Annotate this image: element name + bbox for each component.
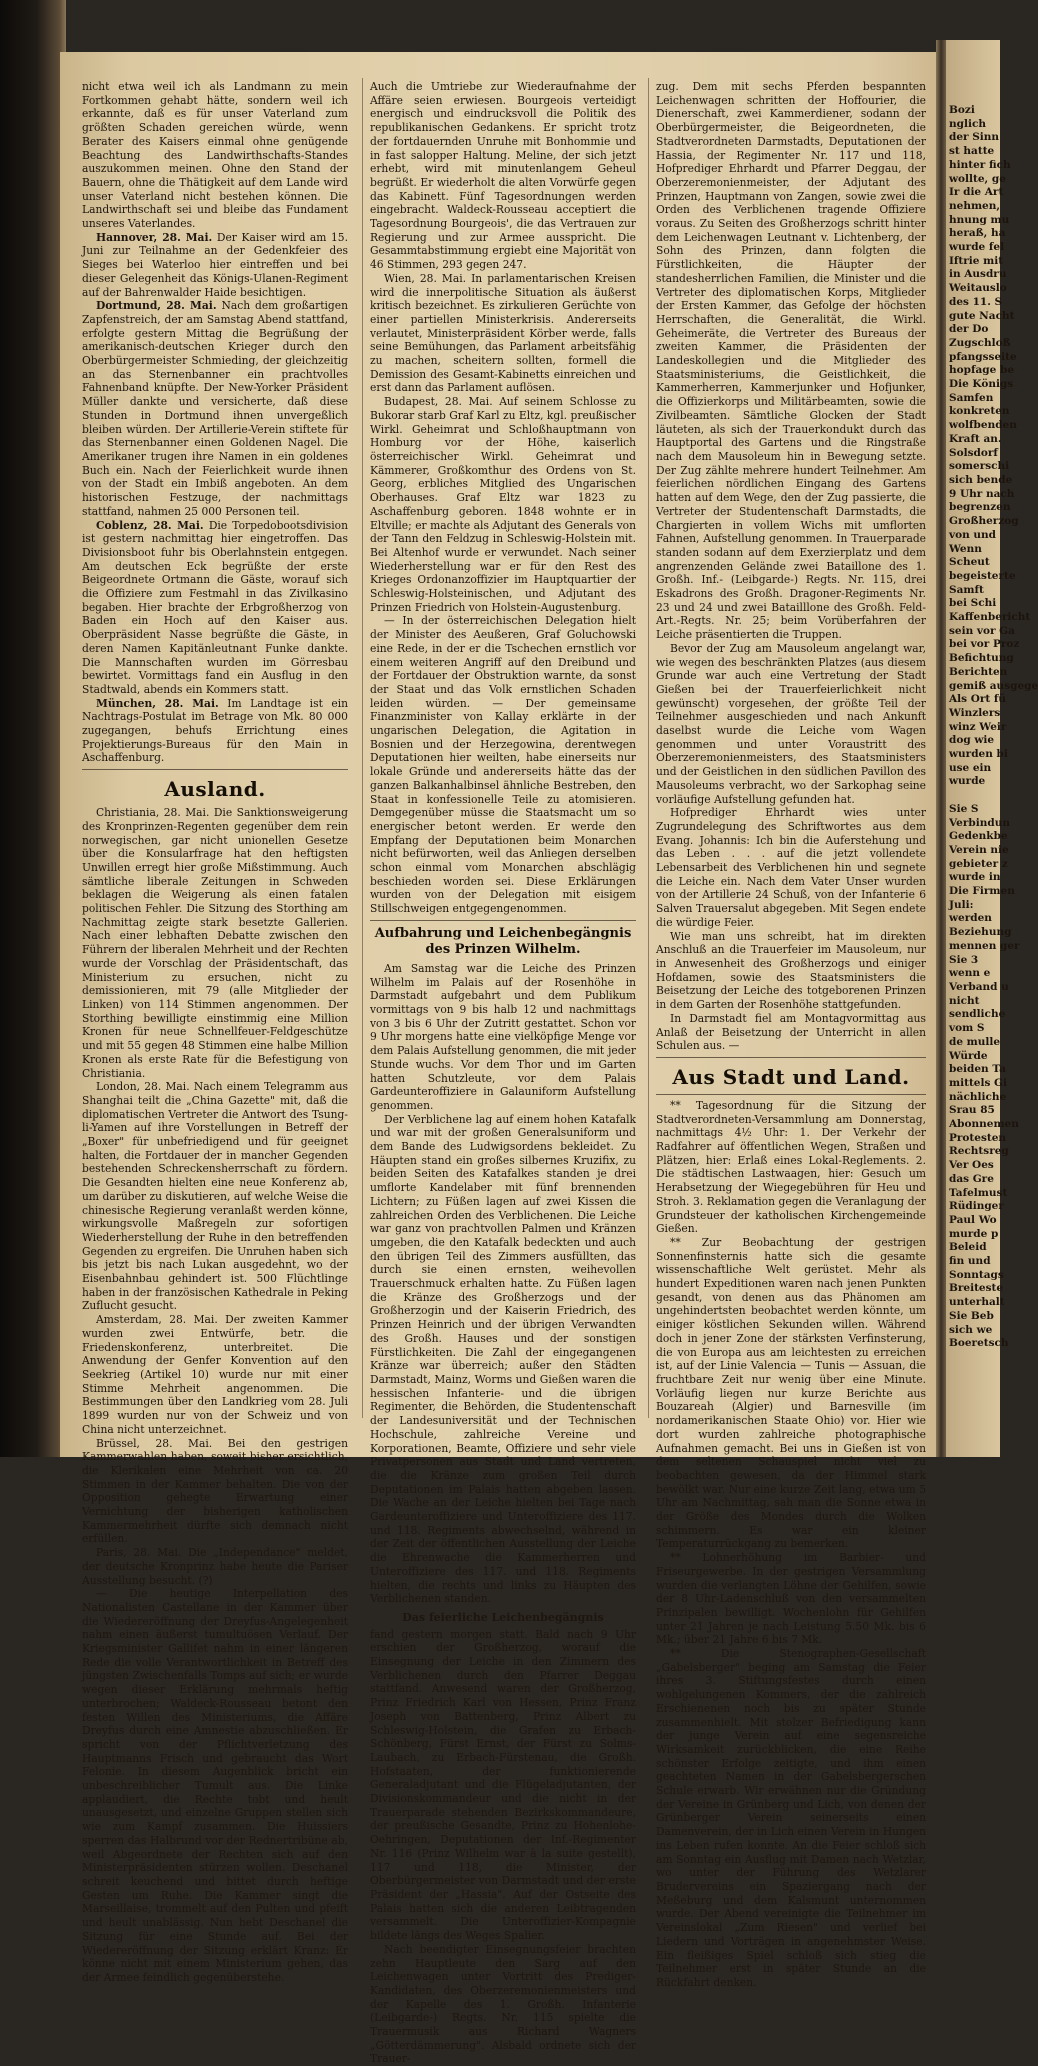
article-paragraph: — Die heutige Interpellation des Nationalisten Castellane in der Kammer über die Wiedereröffnung der Dreyfus-Angelegenheit nahm einen äußerst tumultuösen Verlauf. Der Kriegsminister Gallifet nahm in einer längeren Rede die volle Verantwortlichkeit in Betreff des jüngsten Zwischenfalls Tomps auf sich; er wurde wegen dieser Erklärung mehrmals heftig unterbrochen; Waldeck-Rousseau betont den festen Willen des Ministeriums, die Affäre Dreyfus durch eine Amnestie abzuschließen. Er spricht von der Pflichtverletzung des Hauptmanns Frisch und gebraucht das Wort Felonie. In diesem Augenblick bricht ein unbeschreiblicher Tumult aus. Die Linke applaudiert, die Rechte tobt und heult unausgesetzt, und einzelne Gruppen stellen sich wie zum Kampf zusammen. Die Huissiers sperren das Halbrund vor der Rednertribüne ab, weil Abgeordnete der Rechten sich auf den Ministerpräsidenten stürzen wollen. Deschanel schreit keuchend und bittet durch heftige Gesten um Ruhe. Die Kammer singt die Marseillaise, trommelt auf den Pulten und pfeift und heult unablässig. Nun hebt Deschanel die Sitzung für eine Stunde auf. Bei der Wiedereröffnung der Sitzung erklärt Kranz: Er könne nicht mit einem Ministerium gehen, das der Armee feindlich gegenüberstehe.: [82, 1587, 348, 1984]
article-paragraph: fand gestern morgen statt. Bald nach 9 Uhr erschien der Großherzog, worauf die Einsegnung der Leiche in den Zimmern des Verblichenen durch den Pfarrer Deggau stattfand. Anwesend waren der Großherzog, Prinz Friedrich Karl von Hessen, Prinz Franz Joseph von Battenberg, Prinz Albert zu Schleswig-Holstein, die Grafen zu Erbach-Schönberg, Fürst Ernst, der Fürst zu Solms-Laubach, zu Erbach-Fürstenau, die Großh. Hofstaaten, der funktionierende Generaladjutant und die Flügeladjutanten, der Divisionskommandeur und die nicht in der Trauerparade stehenden Bezirkskommandeure, der preußische Gesandte, Prinz zu Hohenlohe-Oehringen, Deputationen der Inf.-Regimenter Nr. 116 (Prinz Wilhelm war à la suite gestellt), 117 und 118, die Minister, der Oberbürgermeister von Darmstadt und der erste Präsident der „Hassia". Auf der Ostseite des Palais hatten sich die anderen Leibtragenden versammelt. Die Unteroffizier-Kompagnie bildete längs des Weges Spalier.: [370, 1627, 636, 1943]
article-paragraph: Am Samstag war die Leiche des Prinzen Wilhelm im Palais auf der Rosenhöhe in Darmstadt aufgebahrt und dem Publikum vormittags von 9 bis halb 12 und nachmittags von 3 bis 6 Uhr der Zutritt gestattet. Schon vor 9 Uhr morgens hatte eine vielköpfige Menge vor dem Palais Aufstellung genommen, die mit jeder Stunde wuchs. Vor dem Thor und im Garten hatten Schutzleute, vor dem Palais Gardeunteroffiziere in Galauniform Aufstellung genommen.: [370, 961, 636, 1112]
column-rule: [362, 78, 363, 1418]
section-rule: [82, 769, 348, 770]
article-text: Nach dem großartigen Zapfenstreich, der am Samstag Abend stattfand, erfolgte gestern Mittag die Begrüßung der amerikanisch-deutschen Krieger durch den Oberbürgermeister Schmieding, der gleichzeitig an das Sternenbanner ein prachtvolles Fahnenband knüpfte. Der New-Yorker Präsident Müller dankte und versicherte, daß diese Stunden in Dortmund ihnen unvergeßlich bleiben würden. Der Artillerie-Verein stiftete für das Sternenbanner einen Goldenen Nagel. Die Amerikaner trugen ihre Namen in ein goldenes Buch ein. Nach der Feierlichkeit wurde ihnen von der Stadt ein Imbiß angeboten. An dem historischen Festzuge, der nachmittags stattfand, nahmen 25 000 Personen teil.: [82, 299, 348, 518]
article-paragraph: Wien, 28. Mai. In parlamentarischen Kreisen wird die innerpolitische Situation als äußerst kritisch bezeichnet. Es zirkulieren Gerüchte von einer partiellen Ministerkrisis. Andererseits verlautet, Ministerpräsident Körber werde, falls seine Bemühungen, das Parlament arbeitsfähig zu machen, scheitern sollten, formell die Demission des Gesamt-Kabinetts einreichen und erst dann das Parlament auflösen.: [370, 271, 636, 395]
section-rule: [370, 920, 636, 921]
section-rule: [656, 1094, 926, 1095]
article-paragraph: In Darmstadt fiel am Montagvormittag aus Anlaß der Beisetzung der Unterricht in allen Schulen aus. —: [656, 1011, 926, 1053]
news-item: ** Zur Beobachtung der gestrigen Sonnenfinsternis hatte sich die gesamte wissenschaftliche Welt gerüstet. Mehr als hundert Expeditionen waren nach jenen Punkten gesandt, von denen aus das Phänomen am ungehindertsten beobachtet werden könnte, um einiger köstlichen Sekunden willen. Während doch in jener Zone der stärksten Verfinsterung, die von Europa aus am leichtesten zu erreichen ist, auf der Linie Valencia — Tunis — Assuan, die fruchtbare Zeit nur wenig über eine Minute. Vorläufig liegen nur kurze Berichte aus Bouzareah (Algier) und Barnesville (im nordamerikanischen Staate Ohio) vor. Hier wie dort wurden zahlreiche photographische Aufnahmen gemacht. Bei uns in Gießen ist von dem seltenen Schauspiel nicht viel zu beobachten gewesen, da der Himmel stark bewölkt war. Nur eine kurze Zeit lang, etwa um 5 Uhr am Nachmittag, sah man die Sonne etwa in der Größe des Mondes durch die Wolken schimmern. Es war ein kleiner Temperaturrückgang zu bemerken.: [656, 1235, 926, 1551]
article-heading: Aufbahrung und Leichenbegängnis des Prinzen Wilhelm.: [374, 925, 632, 957]
book-gutter-shadow: [0, 0, 66, 1457]
news-item: ** Tagesordnung für die Sitzung der Stadtverordneten-Versammlung am Donnerstag, nachmittags 4½ Uhr: 1. Der Verkehr der Radfahrer auf öffentlichen Wegen, Straßen und Plätzen, hier: Erlaß eines Lokal-Reglements. 2. Die städtischen Lastwaagen, hier: Gesuch um Herabsetzung der Wiegegebühren für Heu und Stroh. 3. Reklamation gegen die Veranlagung der Grundsteuer der katholischen Kirchengemeinde Gießen.: [656, 1098, 926, 1236]
dateline: Coblenz, 28. Mai.: [96, 518, 204, 532]
article-text: Im Landtage ist ein Nachtrags-Postulat im Betrage von Mk. 80 000 zugegangen, behufs Errichtung eines Projektierungs-Bureaus für den Main in Aschaffenburg.: [82, 696, 348, 765]
column-2: [370, 80, 636, 2066]
news-item: ** Lohnerhöhung im Barbier- und Friseurgewerbe. In der gestrigen Versammlung wurden die verlangten Löhne der Gehilfen, sowie der 8 Uhr-Ladenschluß von den versammelten Prinzipalen bewilligt. Wochenlohn für Gehilfen unter 21 Jahren je nach Leistung 5.50 Mk. bis 6 Mk.; über 21 Jahre 6 bis 7 Mk.: [656, 1551, 926, 1647]
article-paragraph: nicht etwa weil ich als Landmann zu mein Fortkommen gehabt hätte, sondern weil ich erkannte, daß es für unser Vaterland zum größten Schaden gereichen würde, wenn Berater des Kaisers einmal ohne genügende Beachtung des Landwirthschafts-Standes auszukommen meinen. Ohne den Stand der Bauern, ohne die Thätigkeit auf dem Lande wird unser Vaterland nicht bestehen können. Die Landwirthschaft sei und bleibe das Fundament unseres Vaterlandes.: [82, 80, 348, 231]
article-paragraph: Wie man uns schreibt, hat im direkten Anschluß an die Trauerfeier im Mausoleum, nur in Anwesenheit des Großherzogs und einiger Hofdamen, sowie des Staatsministers die Beisetzung der Leiche des totgeborenen Prinzen in dem Garten der Rosenhöhe stattgefunden.: [656, 929, 926, 1012]
adjacent-page-text: Bozi nglich der Sinn st hatte hinter fich wollte, ge Ir die Art nehmen, hnung mu heraß, ha wurde fel Iftrie mit in Ausdru Weitauslo des 11. S gute Nacht der Do Zugschloß pfangsseite hopfage be Die Königs Samfen konkreten wolfbenden Kraft an. Solsdorf somerschi sich bende 9 Uhr nach begrenzen Großherzog von und Wenn Scheut begeisterte Samft bei Schi Kaffenbericht sein vor Ga bei vor Proz Befichtung Berichten gemiß ausgege Als Ort fü Winzlers winz Weir dog wie wurden bi use ein wurde Sie S Verbindun Gedenkbe Verein nie gebieter z wurde in Die Firmen Juli: werden Beziehung mennen ger Sie 3 wenn e Verband u nicht sendliche vom S de mulle Würde beiden Ta mittels Gi nächliche Srau 85 Abonnemen Protesten Rechtsreg Ver Oes das Gre Tafelmust Rüdinger Paul Wo murde p Beleid fin und Sonntags Breiteste unterhalt Sie Beb sich we Boeretsch: [949, 104, 1038, 1350]
page-fold: [936, 40, 946, 1457]
article-paragraph: London, 28. Mai. Nach einem Telegramm aus Shanghai teilt die „China Gazette" mit, daß die diplomatischen Vertreter die Antwort des Tsung-li-Yamen auf ihre Vorstellungen in Betreff der „Boxer" für unbefriedigend und für geeignet halten, die Fortdauer der in mancher Gegenden bestehenden Schreckensherrschaft zu fördern. Die Gesandten hielten eine neue Konferenz ab, um darüber zu diskutieren, auf welche Weise die chinesische Regierung veranlaßt werden könne, wirkungsvolle Maßregeln zur sofortigen Wiederherstellung der Ruhe in den betreffenden Gegenden zu ergreifen. Die Unruhen haben sich bis jetzt bis nach Lukan ausgedehnt, wo der Eisenbahnbau gehindert ist. 500 Flüchtlinge haben in der französischen Kathedrale in Peking Zuflucht gesucht.: [82, 1080, 348, 1313]
article-text: Die Torpedobootsdivision ist gestern nachmittag hier eingetroffen. Das Divisionsboot fuhr bis Oberlahnstein entgegen. Am deutschen Eck begrüßte der erste Beigeordnete Ortmann die Gäste, worauf sich die Offiziere zum Festmahl in das Zivilkasino begaben. Hier brachte der Erbgroßherzog von Baden ein Hoch auf den Kaiser aus. Oberpräsident Nasse begrüßte die Gäste, in deren Namen Kapitänleutnant Funke dankte. Die Mannschaften wurden im Görresbau bewirtet. Vormittags fand ein Ausflug in den Stadtwald, abends ein Kommers statt.: [82, 518, 348, 696]
column-rule: [648, 78, 649, 1418]
section-rule: [656, 1057, 926, 1058]
adjacent-page-edge: [946, 40, 1038, 1457]
dateline: München, 28. Mai.: [96, 696, 219, 710]
article-paragraph: Nach beendigter Einsegnungsfeier brachten zehn Hauptleute den Sarg auf den Leichenwagen unter Vortritt des Prediger-Kandidaten, des Oberzeremonienmeisters und der Kapelle des 1. Großh. Infanterie (Leibgarde-) Regts. Nr. 115 spielte die Trauermusik aus Richard Wagners „Götterdämmerung". Alsbald ordnete sich der Trauer-: [370, 1942, 636, 2066]
article-paragraph: Bevor der Zug am Mausoleum angelangt war, wie wegen des beschränkten Platzes (aus diesem Grunde war auch eine Vertretung der Stadt Gießen bei der Trauerfeierlichkeit nicht gewünscht) vorgesehen, der größte Teil der Teilnehmer ausgeschieden und nach Ankunft daselbst wurde die Leiche vom Wagen genommen und unter Voraustritt des Oberzeremonienmeisters, des Staatsministers und der Geistlichen in den südlichen Pavillon des Mausoleums verbracht, wo der Sarkophag seine vorläufige Aufstellung gefunden hat.: [656, 641, 926, 806]
article-paragraph: Christiania, 28. Mai. Die Sanktionsweigerung des Kronprinzen-Regenten gegenüber dem rein norwegischen, gar nicht unionellen Gesetze über die Konsularfrage hat den heftigsten Unwillen erregt hier große Mißstimmung. Auch sämtliche liberale Zeitungen in Schweden beklagen die Weigerung als einen fatalen politischen Fehler. Die Sitzung des Storthing am Nachmittag zeigte stark besetzte Gallerien. Nach einer lebhaften Debatte zwischen den Führern der liberalen Mehrheit und der Rechten wurde der Vorschlag der Präsidentschaft, das Ministerium zu ersuchen, nicht zu demissionieren, mit 79 (alle Mitglieder der Linken) von 114 Stimmen angenommen. Der Storthing bewilligte einstimmig eine Million Kronen für neue Schnellfeuer-Feldgeschütze und mit 55 gegen 48 Stimmen eine halbe Million Kronen als erste Rate für die Befestigung von Christiania.: [82, 806, 348, 1080]
article-paragraph: — In der österreichischen Delegation hielt der Minister des Aeußeren, Graf Goluchowski eine Rede, in der er die Tschechen ernstlich vor einem weiteren Angriff auf den Dreibund und der Fortdauer der Obstruktion warnte, da sonst der Staat und das Volk ernstlichen Schaden leiden würden. — Der gemeinsame Finanzminister von Kallay erklärte in der ungarischen Delegation, die Agitation in Bosnien und der Herzegowina, derentwegen Deputationen hier weilten, habe einerseits nur lokale Gründe und andererseits hätte das der ganzen Balkanhalbinsel ähnliche Bestreben, den Staat in konfessionelle Teile zu atomisieren. Demgegenüber müsse die Staatsmacht um so energischer betont werden. Er werde den Empfang der Deputationen beim Monarchen nicht befürworten, weil das Anliegen derselben schon einmal vom Monarchen abschlägig beschieden worden sei. Diese Erklärungen wurden von der Delegation mit eisigem Stillschweigen entgegengenommen.: [370, 614, 636, 916]
article-paragraph: Auch die Umtriebe zur Wiederaufnahme der Affäre seien erwiesen. Bourgeois verteidigt energisch und eindrucksvoll die Politik des republikanischen Gedankens. Er spricht trotz der fortdauernden Unruhe mit Bonhommie und in fast salopper Haltung. Meline, der sich jetzt erhebt, wird mit minutenlangem Geheul begrüßt. Er wiederholt die alten Vorwürfe gegen das Kabinett. Fünf Tagesordnungen werden eingebracht. Waldeck-Rousseau acceptiert die Tagesordnung Bourgeois', die das Vertrauen zur Regierung und zur Armee ausspricht. Die Gesammtabstimmung ergiebt eine Majorität von 46 Stimmen, 293 gegen 247.: [370, 80, 636, 272]
section-heading-ausland: Ausland.: [164, 777, 266, 802]
column-1: [82, 80, 348, 1985]
article-paragraph: Budapest, 28. Mai. Auf seinem Schlosse zu Bukorar starb Graf Karl zu Eltz, kgl. preußischer Wirkl. Geheimrat und Schloßhauptmann von Homburg vor der Höhe, kaiserlich österreichischer Wirkl. Geheimrat und Kämmerer, Großkomthur des Ordens von St. Georg, erbliches Mitglied des Ungarischen Oberhauses. Graf Eltz war 1823 zu Aschaffenburg geboren. 1848 wohnte er in Eltville; er machte als Adjutant des Generals von der Tann den Feldzug in Schleswig-Holstein mit. Bei Altenhof wurde er verwundet. Nach seiner Wiederherstellung war er für den Rest des Krieges Ordonanzoffizier im Hauptquartier der Schleswig-Holsteinischen, und Adjutant des Prinzen Friedrich von Holstein-Augustenburg.: [370, 395, 636, 614]
article-paragraph: zug. Dem mit sechs Pferden bespannten Leichenwagen schritten der Hoffourier, die Dienerschaft, zwei Kammerdiener, sodann der Oberbürgermeister, die Beigeordneten, die Stadtverordneten Darmstadts, Deputationen der Hassia, der Regimenter Nr. 117 und 118, Hofprediger Ehrhardt und Pfarrer Deggau, der Oberzeremonienmeister, der Adjutant des Prinzen, Hauptmann von Zangen, sowie zwei die Orden des Verblichenen tragende Offiziere voraus. Zu Seiten des Großherzogs schritt hinter dem Leichenwagen Leutnant v. Lichtenberg, der Sohn des Prinzen, dann folgten die Fürstlichkeiten, die Häupter der standesherrlichen Familien, die Minister und die Vertreter des diplomatischen Korps, Mitglieder der Ersten Kammer, das Gefolge der höchsten Herrschaften, die Generalität, die Wirkl. Geheimeräte, die Vertreter des Bureaus der zweiten Kammer, die Präsidenten der Landeskollegien und die Mitglieder des Staatsministeriums, die Geistlichkeit, die Kammerherren, Kammerjunker und Hofjunker, die Offizierkorps und Militärbeamten, sowie die Zivilbeamten. Sämtliche Glocken der Stadt läuteten, als sich der Trauerkondukt durch das Hauptportal des Gartens und die Ringstraße nach dem Mausoleum hin in Bewegung setzte. Der Zug zählte mehrere hundert Teilnehmer. Am feierlichen nördlichen Eingang des Gartens hatten auf dem Wege, den der Zug passierte, die Vertreter der Studentenschaft Darmstadts, die Chargierten in vollem Wichs mit umflorten Fahnen, Aufstellung genommen. In Trauerparade standen sodann auf dem Exerzierplatz und dem angrenzenden Gelände zwei Bataillone des 1. Großh. Inf.- (Leibgarde-) Regts. Nr. 115, drei Eskadrons des Großh. Dragoner-Regiments Nr. 23 und 24 und zwei Batailllone des Großh. Feld-Art.-Regts. Nr. 25; beim Vorüberfahren der Leiche präsentierten die Truppen.: [656, 80, 926, 642]
section-heading-stadt-land: Aus Stadt und Land.: [672, 1064, 910, 1089]
article-paragraph: [82, 519, 348, 697]
article-subheading: Das feierliche Leichenbegängnis: [402, 1610, 604, 1624]
article-paragraph: [82, 697, 348, 766]
article-paragraph: Amsterdam, 28. Mai. Der zweiten Kammer wurden zwei Entwürfe, betr. die Friedenskonferenz, unterbreitet. Die Anwendung der Genfer Konvention auf den Seekrieg (Artikel 10) wurde nur mit einer Stimme Mehrheit angenommen. Die Bestimmungen über den Landkrieg vom 28. Juli 1899 wurden nur von der Schweiz und von China nicht unterzeichnet.: [82, 1313, 348, 1436]
article-paragraph: Hofprediger Ehrhardt wies unter Zugrundelegung des Schriftwortes aus dem Evang. Johannis: Ich bin die Auferstehung und das Leben . . . auf die jetzt vollendete Lebensarbeit des Verblichenen hin und segnete die Leiche ein. Nach dem Vater Unser wurden von der Artillerie 24 Schuß, von der Infanterie 6 Salven Trauersalut abgegeben. Mit Segen endete die würdige Feier.: [656, 806, 926, 929]
column-3: [656, 80, 926, 1990]
article-paragraph: Brüssel, 28. Mai. Bei den gestrigen Kammerwahlen haben, soweit bisher ersichtlich, die Klerikalen eine Mehrheit von ca. 20 Stimmen in der Kammer behalten. Die von der Opposition gehegte Erwartung einer Vernichtung der bisherigen katholischen Kammermehrheit dürfte sich demnach nicht erfüllen.: [82, 1436, 348, 1546]
news-item: ** Die Stenographen-Gesellschaft „Gabelsberger" beging am Samstag die Feier ihres 3. Stiftungsfestes durch einen wohlgelungenen Kommers, der die zahlreich Erschienenen noch bis zu später Stunde zusammenhielt. Mit stolzer Befriedigung kann der junge Verein auf eine segensreiche Wirksamkeit zurückblicken, die eine Reihe schönster Erfolge zeitigte, und ihm einen geachteten Namen in der Gabelsbergerschen Schule erwarb. Wir erwähnen nur die Gründung der Vereine in Grünberg und Lich, von denen der Grünberger Verein seinerseits einen Damenverein, der in Lich einen Verein in Hungen ins Leben rufen konnte. An die Feier schloß sich am Sonntag ein Ausflug mit Damen nach Wetzlar, wo unter der Führung des Wetzlarer Brudervereins ein Spaziergang nach der Meßeburg und dem Kalsmunt unternommen wurde. Der Abend vereinigte die Teilnehmer im Vereinslokal „Zum Riesen" und verlief bei Liedern und Vorträgen in angenehmster Weise. Ein fleißiges Spiel schloß sich stieg die Teilnehmer erst in später Stunde an die Rückfahrt denken.: [656, 1647, 926, 1989]
article-paragraph: [82, 299, 348, 518]
article-paragraph: [82, 231, 348, 300]
article-text: Der Kaiser wird am 15. Juni zur Teilnahme an der Gedenkfeier des Sieges bei Waterloo hier eintreffen und bei dieser Gelegenheit das Königs-Ulanen-Regiment auf der Bahrenwalder Haide besichtigen.: [82, 230, 348, 299]
dateline: Hannover, 28. Mai.: [96, 230, 213, 244]
article-paragraph: Der Verblichene lag auf einem hohen Katafalk und war mit der großen Generalsuniform und dem Bande des Ludwigsordens bekleidet. Zu Häupten stand ein großes silbernes Kruzifix, zu beiden Seiten des Katafalkes standen je drei umflorte Kandelaber mit fünf brennenden Lichtern; zu Füßen lagen auf zwei Kissen die zahlreichen Orden des Verblichenen. Die Leiche war ganz von prachtvollen Palmen und Kränzen umgeben, die den Katafalk bedeckten und auch den übrigen Teil des Zimmers ausfüllten, das durch sie einen ernsten, weihevollen Trauerschmuck erhalten hatte. Zu Füßen lagen die Kränze des Großherzogs und der Großherzogin und der Kaiserin Friedrich, des Prinzen Heinrich und der übrigen Verwandten des Großh. Hauses und der sonstigen Fürstlichkeiten. Die Zahl der eingegangenen Kränze war überreich; außer den Städten Darmstadt, Mainz, Worms und Gießen waren die hessischen Infanterie- und die übrigen Regimenter, die Behörden, die Studentenschaft der Landesuniversität und der Technischen Hochschule, zahlreiche Vereine und Korporationen, Beamte, Offiziere und sehr viele Privatpersonen aus Stadt und Land vertreten, die die Kränze zum großen Teil durch Deputationen im Palais hatten abgeben lassen. Die Wache an der Leiche hielten bei Tage nach Gardeunteroffiziere und Unteroffiziere des 117. und 118. Regiments abwechselnd, während in der Zeit der öffentlichen Ausstellung der Leiche die Ehrenwache die Kammerherren und Unteroffiziere des 117. und 118. Regiments hielten, die rechts und links zu Häupten des Verblichenen standen.: [370, 1112, 636, 1606]
dateline: Dortmund, 28. Mai.: [96, 299, 217, 313]
article-paragraph: Paris, 28. Mai. Die „Independance" meldet, der deutsche Kronprinz habe heute die Pariser Ausstellung besucht. (?): [82, 1546, 348, 1587]
